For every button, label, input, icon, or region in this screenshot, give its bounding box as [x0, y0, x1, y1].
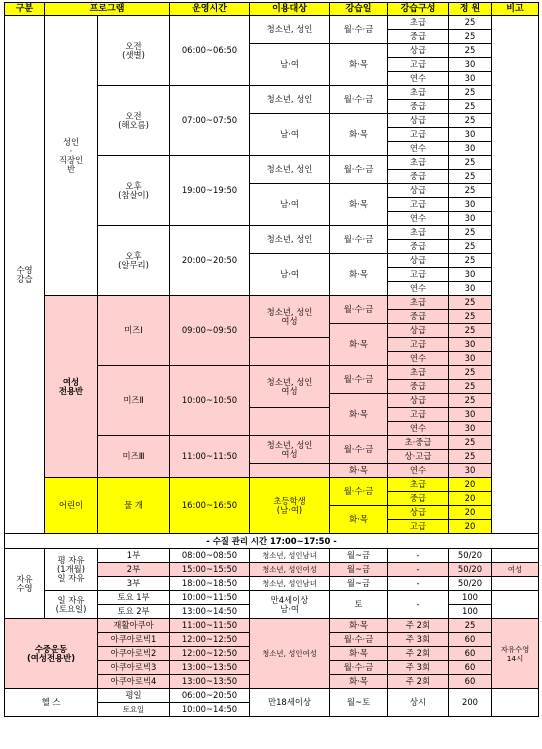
capacity-cell: 30 — [449, 72, 492, 86]
level-cell: 중급 — [388, 170, 449, 184]
kids-label: 어린이 — [45, 478, 98, 534]
level-cell: 상급 — [388, 114, 449, 128]
aqua-time: 12:00~12:50 — [170, 633, 250, 647]
level-cell: 중급 — [388, 100, 449, 114]
capacity-cell: 25 — [449, 184, 492, 198]
kids-days: 월·수·금 — [330, 478, 388, 506]
swim-category: 수영 강습 — [5, 16, 45, 534]
free-days: 월~금 — [330, 549, 388, 563]
aqua-level: 주 2회 — [388, 675, 449, 689]
level-cell: 중급 — [388, 380, 449, 394]
session-name: 오후 (참살이) — [98, 156, 170, 226]
capacity-cell: 30 — [449, 464, 492, 478]
free-target: 청소년, 성인여성 — [250, 563, 330, 577]
header-level: 강습구성 — [388, 3, 449, 16]
level-cell: 초급 — [388, 366, 449, 380]
session-days: 월·수·금 — [330, 226, 388, 254]
capacity-cell: 20 — [449, 478, 492, 492]
free-swim-row — [5, 549, 539, 563]
session-days: 월·수·금 — [330, 86, 388, 114]
level-cell: 중급 — [388, 492, 449, 506]
aqua-days: 월·수·금 — [330, 633, 388, 647]
aqua-days: 화·목 — [330, 675, 388, 689]
session-target: 청소년, 성인 여성 — [250, 436, 330, 464]
level-cell: 초급 — [388, 226, 449, 240]
aqua-cap: 25 — [449, 619, 492, 633]
free-note: 여성 — [492, 563, 539, 577]
level-cell: 상급 — [388, 506, 449, 520]
aqua-time: 13:00~13:50 — [170, 661, 250, 675]
aqua-time: 11:00~11:50 — [170, 619, 250, 633]
session-time: 07:00~07:50 — [170, 86, 250, 156]
session-target: 남·여 — [250, 254, 330, 296]
free-days: 월~금 — [330, 563, 388, 577]
free-cap: 50/20 — [449, 563, 492, 577]
session-target-blank — [250, 464, 330, 478]
capacity-cell: 30 — [449, 198, 492, 212]
level-cell: 연수 — [388, 212, 449, 226]
schedule-table — [4, 2, 539, 717]
level-cell: 고급 — [388, 198, 449, 212]
level-cell: 연수 — [388, 282, 449, 296]
aqua-cap: 60 — [449, 633, 492, 647]
session-target: 청소년, 성인 — [250, 226, 330, 254]
level-cell: 고급 — [388, 58, 449, 72]
session-target: 청소년, 성인 — [250, 16, 330, 44]
session-target-blank — [250, 338, 330, 366]
session-days: 화·목 — [330, 44, 388, 86]
session-name: 미즈Ⅲ — [98, 436, 170, 478]
free-time: 10:00~11:50 — [170, 591, 250, 605]
kids-program: 물 개 — [98, 478, 170, 534]
session-days: 월·수·금 — [330, 366, 388, 394]
gym-row — [5, 689, 539, 703]
capacity-cell: 30 — [449, 408, 492, 422]
session-target: 청소년, 성인 — [250, 156, 330, 184]
header-note: 비고 — [492, 3, 539, 16]
free-time: 08:00~08:50 — [170, 549, 250, 563]
level-cell: 연수 — [388, 142, 449, 156]
aqua-time: 13:00~13:50 — [170, 675, 250, 689]
kids-target: 초등학생 (남·여) — [250, 478, 330, 534]
free-note — [492, 549, 539, 563]
header-category: 구분 — [5, 3, 45, 16]
capacity-cell: 25 — [449, 380, 492, 394]
aqua-name: 아쿠아로빅4 — [98, 675, 170, 689]
session-target-blank — [250, 408, 330, 436]
level-cell: 초급 — [388, 478, 449, 492]
capacity-cell: 30 — [449, 422, 492, 436]
sat-level: - — [388, 591, 449, 619]
session-days: 월·수·금 — [330, 156, 388, 184]
capacity-cell: 25 — [449, 170, 492, 184]
capacity-cell: 25 — [449, 450, 492, 464]
aqua-name: 아쿠아로빅3 — [98, 661, 170, 675]
session-target: 청소년, 성인 여성 — [250, 366, 330, 408]
weekday-free-label: 평 자유 (1개월) 일 자유 — [45, 549, 98, 591]
header-row — [5, 3, 539, 16]
free-cap: 100 — [449, 605, 492, 619]
session-name: 오후 (알무리) — [98, 226, 170, 296]
session-time: 06:00~06:50 — [170, 16, 250, 86]
session-name: 오전 (해오름) — [98, 86, 170, 156]
gym-sat: 토요일 — [98, 703, 170, 717]
gym-weekday: 평일 — [98, 689, 170, 703]
aqua-days: 월·수·금 — [330, 661, 388, 675]
header-capacity: 정 원 — [449, 3, 492, 16]
aqua-category: 수중운동 (여성전용반) — [5, 619, 98, 689]
level-cell: 상급 — [388, 44, 449, 58]
level-cell: 고급 — [388, 520, 449, 534]
session-target: 청소년, 성인 여성 — [250, 296, 330, 338]
level-cell: 연수 — [388, 72, 449, 86]
free-part: 2부 — [98, 563, 170, 577]
free-days: 월~금 — [330, 577, 388, 591]
aqua-days: 화·목 — [330, 619, 388, 633]
session-days: 화·목 — [330, 184, 388, 226]
free-target: 청소년, 성인남녀 — [250, 577, 330, 591]
capacity-cell: 25 — [449, 86, 492, 100]
header-target: 이용대상 — [250, 3, 330, 16]
aqua-note: 자유수영 14시 — [492, 619, 539, 689]
level-cell: 상급 — [388, 254, 449, 268]
level-cell: 상·고급 — [388, 450, 449, 464]
session-name: 미즈Ⅰ — [98, 296, 170, 366]
free-part: 1부 — [98, 549, 170, 563]
capacity-cell: 30 — [449, 58, 492, 72]
capacity-cell: 25 — [449, 16, 492, 30]
level-cell: 초·중급 — [388, 436, 449, 450]
aqua-target: 청소년, 성인여성 — [250, 619, 330, 689]
session-time: 10:00~10:50 — [170, 366, 250, 436]
gym-days: 월~토 — [330, 689, 388, 717]
aqua-name: 아쿠아로빅1 — [98, 633, 170, 647]
schedule-table-wrapper — [4, 2, 538, 717]
sat-target: 만4세이상 남·여 — [250, 591, 330, 619]
session-time: 09:00~09:50 — [170, 296, 250, 366]
session-days: 화·목 — [330, 394, 388, 436]
level-cell: 고급 — [388, 128, 449, 142]
kids-row — [5, 478, 539, 492]
free-cap: 50/20 — [449, 577, 492, 591]
aqua-cap: 60 — [449, 647, 492, 661]
capacity-cell: 30 — [449, 338, 492, 352]
session-row — [5, 296, 539, 310]
office-group-label: 성인 · 직장인 반 — [45, 16, 98, 296]
level-cell: 상급 — [388, 184, 449, 198]
level-cell: 연수 — [388, 422, 449, 436]
free-cap: 50/20 — [449, 549, 492, 563]
session-row — [5, 16, 539, 30]
session-time: 20:00~20:50 — [170, 226, 250, 296]
aqua-name: 아쿠아로빅2 — [98, 647, 170, 661]
session-days: 월·수·금 — [330, 16, 388, 44]
session-days: 월·수·금 — [330, 296, 388, 324]
session-days: 화·목 — [330, 324, 388, 366]
aqua-cap: 60 — [449, 675, 492, 689]
session-days: 화·목 — [330, 254, 388, 296]
capacity-cell: 25 — [449, 240, 492, 254]
note-cell — [492, 16, 539, 534]
capacity-cell: 25 — [449, 30, 492, 44]
capacity-cell: 20 — [449, 492, 492, 506]
level-cell: 초급 — [388, 156, 449, 170]
capacity-cell: 25 — [449, 394, 492, 408]
free-level: - — [388, 563, 449, 577]
gym-level: 상시 — [388, 689, 449, 717]
capacity-cell: 25 — [449, 296, 492, 310]
aqua-row — [5, 619, 539, 633]
level-cell: 중급 — [388, 310, 449, 324]
capacity-cell: 25 — [449, 100, 492, 114]
capacity-cell: 25 — [449, 324, 492, 338]
header-days: 강습일 — [330, 3, 388, 16]
aqua-level: 주 3회 — [388, 661, 449, 675]
capacity-cell: 30 — [449, 212, 492, 226]
level-cell: 연수 — [388, 464, 449, 478]
session-target: 남·여 — [250, 184, 330, 226]
water-quality-notice: - 수질 관리 시간 17:00~17:50 - — [5, 534, 539, 549]
gym-cap: 200 — [449, 689, 492, 717]
kids-days: 화·목 — [330, 506, 388, 534]
level-cell: 초급 — [388, 296, 449, 310]
level-cell: 연수 — [388, 352, 449, 366]
capacity-cell: 20 — [449, 520, 492, 534]
capacity-cell: 25 — [449, 44, 492, 58]
session-days: 월·수·금 — [330, 436, 388, 464]
free-part: 토요 2부 — [98, 605, 170, 619]
free-time: 13:00~14:50 — [170, 605, 250, 619]
aqua-name: 재활아쿠아 — [98, 619, 170, 633]
level-cell: 초급 — [388, 16, 449, 30]
capacity-cell: 30 — [449, 352, 492, 366]
free-level: - — [388, 577, 449, 591]
capacity-cell: 25 — [449, 310, 492, 324]
capacity-cell: 20 — [449, 506, 492, 520]
capacity-cell: 30 — [449, 142, 492, 156]
level-cell: 고급 — [388, 338, 449, 352]
gym-sat-time: 10:00~14:50 — [170, 703, 250, 717]
session-days: 화·목 — [330, 114, 388, 156]
level-cell: 중급 — [388, 30, 449, 44]
aqua-days: 화·목 — [330, 647, 388, 661]
aqua-level: 주 2회 — [388, 647, 449, 661]
free-part: 3부 — [98, 577, 170, 591]
capacity-cell: 25 — [449, 366, 492, 380]
free-time: 18:00~18:50 — [170, 577, 250, 591]
capacity-cell: 25 — [449, 226, 492, 240]
aqua-time: 12:00~12:50 — [170, 647, 250, 661]
session-target: 청소년, 성인 — [250, 86, 330, 114]
capacity-cell: 30 — [449, 282, 492, 296]
free-swim-row — [5, 591, 539, 605]
aqua-cap: 60 — [449, 661, 492, 675]
level-cell: 고급 — [388, 408, 449, 422]
capacity-cell: 25 — [449, 436, 492, 450]
session-time: 11:00~11:50 — [170, 436, 250, 478]
level-cell: 중급 — [388, 240, 449, 254]
capacity-cell: 30 — [449, 268, 492, 282]
session-time: 19:00~19:50 — [170, 156, 250, 226]
free-level: - — [388, 549, 449, 563]
header-hours: 운영시간 — [170, 3, 250, 16]
session-target: 남·여 — [250, 114, 330, 156]
free-note — [492, 577, 539, 591]
kids-time: 16:00~16:50 — [170, 478, 250, 534]
capacity-cell: 30 — [449, 128, 492, 142]
sat-days: 토 — [330, 591, 388, 619]
session-name: 미즈Ⅱ — [98, 366, 170, 436]
capacity-cell: 25 — [449, 254, 492, 268]
level-cell: 상급 — [388, 324, 449, 338]
level-cell: 초급 — [388, 86, 449, 100]
header-program: 프로그램 — [45, 3, 170, 16]
free-category: 자유 수영 — [5, 549, 45, 619]
gym-weekday-time: 06:00~20:50 — [170, 689, 250, 703]
weekend-free-label: 일 자유 (토요일) — [45, 591, 98, 619]
gym-note — [492, 689, 539, 717]
session-name: 오전 (샛별) — [98, 16, 170, 86]
session-days: 화·목 — [330, 464, 388, 478]
aqua-level: 주 2회 — [388, 619, 449, 633]
gym-category: 헬 스 — [5, 689, 98, 717]
free-part: 토요 1부 — [98, 591, 170, 605]
level-cell: 상급 — [388, 394, 449, 408]
free-note — [492, 591, 539, 619]
notice-row — [5, 534, 539, 549]
capacity-cell: 25 — [449, 114, 492, 128]
free-time: 15:00~15:50 — [170, 563, 250, 577]
free-cap: 100 — [449, 591, 492, 605]
women-group-label: 여성 전용반 — [45, 296, 98, 478]
aqua-level: 주 3회 — [388, 633, 449, 647]
level-cell: 고급 — [388, 268, 449, 282]
capacity-cell: 25 — [449, 156, 492, 170]
session-target: 남·여 — [250, 44, 330, 86]
gym-target: 만18세이상 — [250, 689, 330, 717]
free-target: 청소년, 성인남녀 — [250, 549, 330, 563]
